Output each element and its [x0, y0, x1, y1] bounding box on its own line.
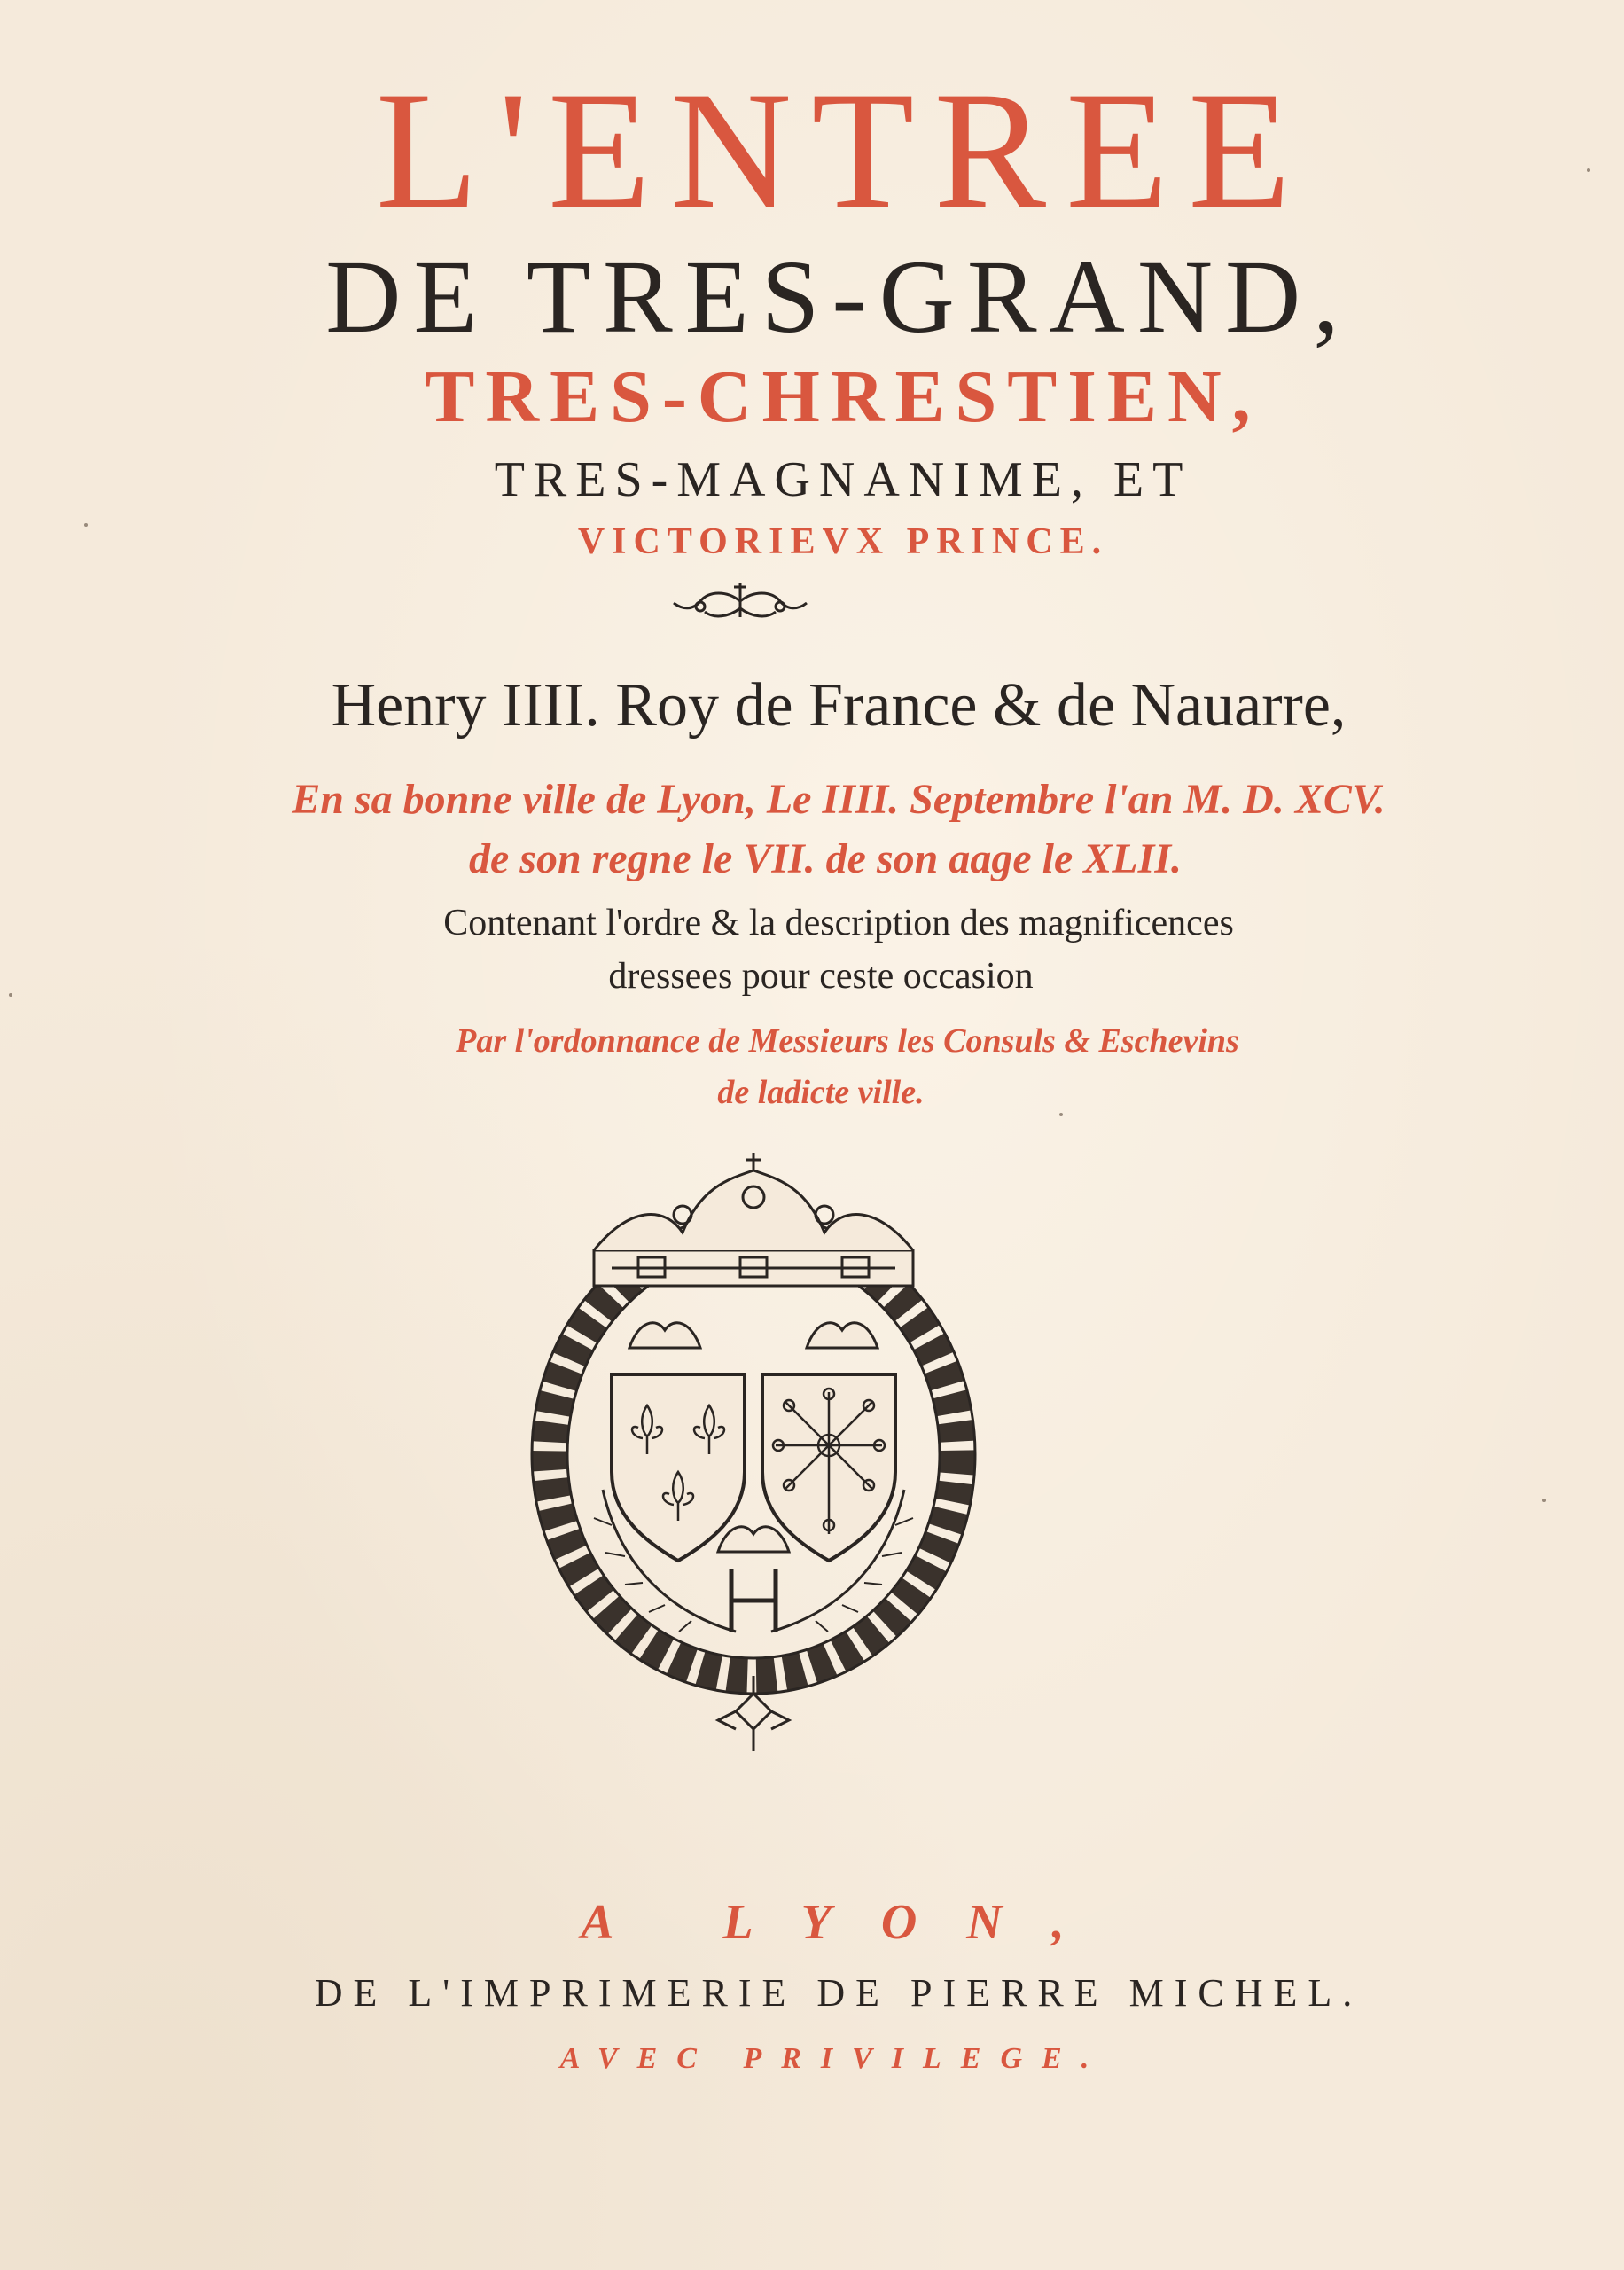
paper-speck	[1059, 1113, 1063, 1116]
imprint-city: A LYON,	[581, 1895, 1114, 1950]
paper-speck	[1542, 1499, 1546, 1502]
subtitle-line-1: DE TRES-GRAND,	[325, 239, 1352, 355]
contents-line-2: dressees pour ceste occasion	[608, 956, 1034, 997]
paper-speck	[9, 993, 12, 997]
paper-speck	[84, 523, 88, 527]
paper-speck	[1587, 168, 1590, 172]
place-date-line-1: En sa bonne ville de Lyon, Le IIII. Septembre l'an M. D. XCV.	[292, 776, 1386, 823]
royal-coat-of-arms-icon	[496, 1153, 1011, 1756]
contents-line-1: Contenant l'ordre & la description des magnificences	[443, 903, 1234, 943]
fleuron-ornament-icon	[665, 575, 816, 628]
imprint-printer: DE L'IMPRIMERIE DE PIERRE MICHEL.	[314, 1971, 1363, 2015]
subtitle-line-4: VICTORIEVX PRINCE.	[577, 521, 1109, 562]
ordinance-line-2: de ladicte ville.	[717, 1074, 925, 1111]
ordinance-line-1: Par l'ordonnance de Messieurs les Consuls & Eschevins	[456, 1022, 1239, 1060]
subtitle-line-3: TRES-MAGNANIME, ET	[494, 452, 1192, 507]
subtitle-line-2: TRES-CHRESTIEN,	[425, 356, 1261, 438]
king-name: Henry IIII. Roy de France & de Nauarre,	[331, 671, 1347, 740]
place-date-line-2: de son regne le VII. de son aage le XLII.	[469, 835, 1182, 882]
imprint-privilege: AVEC PRIVILEGE.	[559, 2042, 1109, 2075]
main-title: L'ENTREE	[375, 58, 1311, 244]
